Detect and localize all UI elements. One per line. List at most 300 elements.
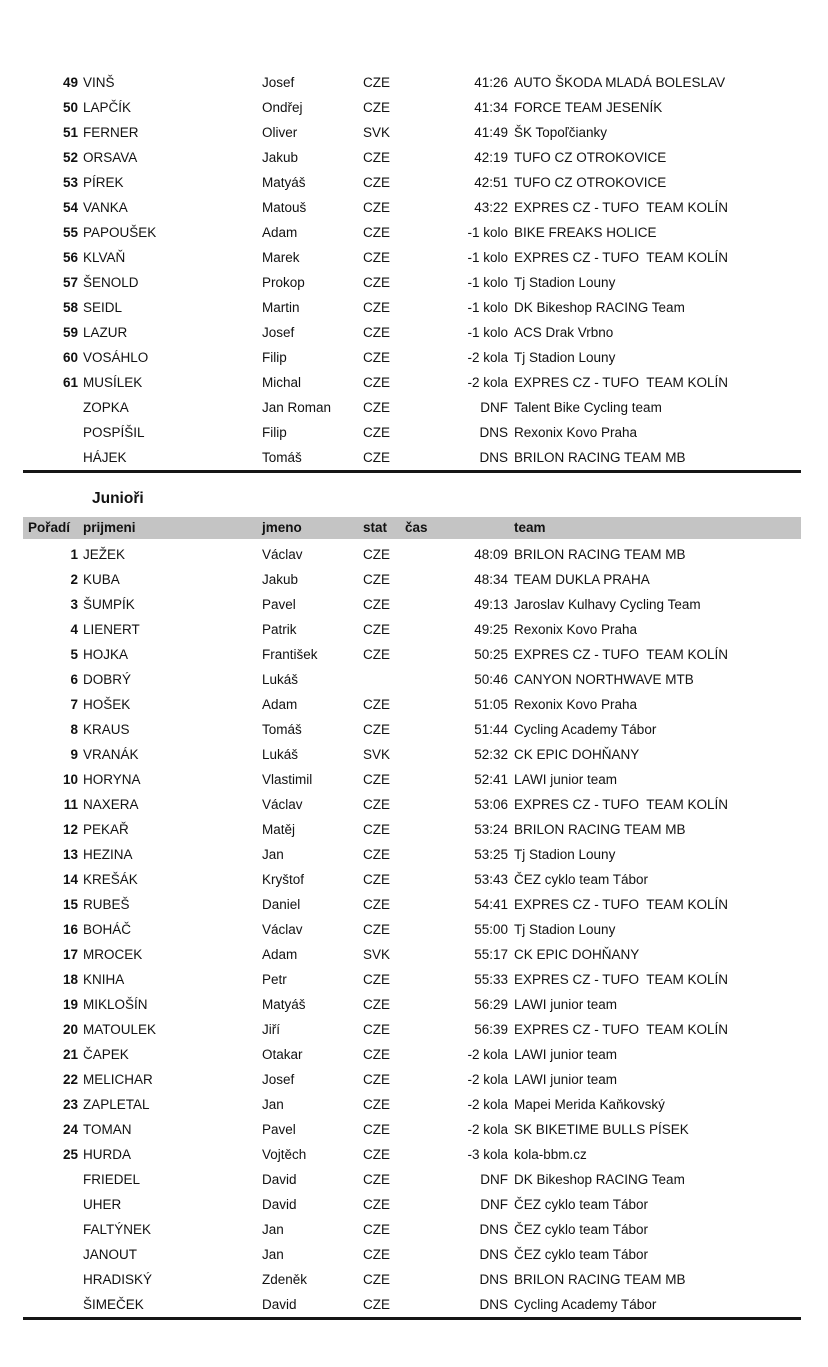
results-table-juniors — [23, 542, 801, 1320]
rank-cell: 13 — [62, 847, 78, 862]
rank-cell: 24 — [62, 1122, 78, 1137]
country-cell: CZE — [363, 100, 390, 115]
country-cell: CZE — [363, 1222, 390, 1237]
rank-cell: 59 — [62, 325, 78, 340]
team-cell: EXPRES CZ - TUFO TEAM KOLÍN — [514, 250, 729, 265]
table-row — [23, 70, 801, 95]
rank-cell — [23, 445, 78, 470]
surname-cell: HORYNA — [83, 772, 141, 787]
table-row — [23, 792, 801, 817]
firstname-cell: Jakub — [262, 150, 299, 165]
table-row — [23, 120, 801, 145]
surname-cell: FERNER — [83, 125, 139, 140]
team-cell: BRILON RACING TEAM MB — [514, 1272, 686, 1287]
table-row — [23, 1292, 801, 1317]
firstname-cell: Lukáš — [262, 747, 299, 762]
team-cell: TUFO CZ OTROKOVICE — [514, 150, 667, 165]
team-cell: ČEZ cyklo team Tábor — [514, 1222, 649, 1237]
juniors-table-header — [23, 517, 801, 539]
table-row — [23, 295, 801, 320]
rank-cell: 53 — [62, 175, 78, 190]
team-cell: Tj Stadion Louny — [514, 847, 616, 862]
table-row — [23, 395, 801, 420]
table-row — [23, 542, 801, 567]
section-title-juniors: Junioři — [92, 490, 144, 507]
team-cell: Rexonix Kovo Praha — [514, 622, 638, 637]
column-header-poradi: Pořadí — [28, 520, 71, 535]
country-cell: SVK — [363, 125, 391, 140]
country-cell: CZE — [363, 1122, 390, 1137]
surname-cell: JEŽEK — [83, 547, 126, 562]
time-cell: DNS — [479, 1222, 508, 1237]
time-cell: 52:32 — [474, 747, 508, 762]
team-cell: Tj Stadion Louny — [514, 350, 616, 365]
surname-cell: SEIDL — [83, 300, 123, 315]
team-cell: BRILON RACING TEAM MB — [514, 822, 686, 837]
time-cell: -1 kolo — [467, 275, 508, 290]
firstname-cell: Vojtěch — [262, 1147, 307, 1162]
table-row — [23, 95, 801, 120]
time-cell: 41:26 — [474, 75, 508, 90]
surname-cell: HEZINA — [83, 847, 133, 862]
team-cell: BRILON RACING TEAM MB — [514, 547, 686, 562]
firstname-cell: Václav — [262, 547, 303, 562]
firstname-cell: Josef — [262, 75, 295, 90]
country-cell: CZE — [363, 647, 390, 662]
rank-cell: 51 — [62, 125, 78, 140]
country-cell: CZE — [363, 325, 390, 340]
rank-cell: 5 — [70, 647, 78, 662]
table-row — [23, 370, 801, 395]
firstname-cell: Prokop — [262, 275, 305, 290]
team-cell: ŠK Topoľčianky — [514, 125, 607, 140]
team-cell: CK EPIC DOHŇANY — [514, 747, 640, 762]
time-cell: -2 kola — [467, 1072, 508, 1087]
surname-cell: MATOULEK — [83, 1022, 157, 1037]
table-row — [23, 917, 801, 942]
table-row — [23, 992, 801, 1017]
surname-cell: VOSÁHLO — [83, 350, 149, 365]
country-cell: CZE — [363, 722, 390, 737]
country-cell: CZE — [363, 847, 390, 862]
country-cell: CZE — [363, 300, 390, 315]
country-cell: CZE — [363, 450, 390, 465]
time-cell: DNS — [479, 450, 508, 465]
table-row — [23, 145, 801, 170]
table-row — [23, 420, 801, 445]
table-row — [23, 942, 801, 967]
team-cell: LAWI junior team — [514, 1072, 618, 1087]
surname-cell: MUSÍLEK — [83, 375, 143, 390]
team-cell: EXPRES CZ - TUFO TEAM KOLÍN — [514, 200, 729, 215]
table-row — [23, 1192, 801, 1217]
time-cell: DNF — [480, 1197, 508, 1212]
country-cell: CZE — [363, 1147, 390, 1162]
time-cell: 41:34 — [474, 100, 508, 115]
surname-cell: UHER — [83, 1197, 122, 1212]
table-row — [23, 270, 801, 295]
rank-cell — [23, 1242, 78, 1267]
surname-cell: KLVAŇ — [83, 250, 126, 265]
time-cell: 48:34 — [474, 572, 508, 587]
rank-cell: 54 — [62, 200, 78, 215]
rank-cell: 15 — [62, 897, 78, 912]
table-row — [23, 170, 801, 195]
team-cell: EXPRES CZ - TUFO TEAM KOLÍN — [514, 647, 729, 662]
firstname-cell: Adam — [262, 697, 298, 712]
firstname-cell: Tomáš — [262, 450, 302, 465]
rank-cell — [23, 1192, 78, 1217]
firstname-cell: Pavel — [262, 597, 296, 612]
time-cell: 55:00 — [474, 922, 508, 937]
country-cell — [363, 667, 405, 692]
results-table-top — [23, 70, 801, 473]
surname-cell: JANOUT — [83, 1247, 137, 1262]
time-cell: DNF — [480, 400, 508, 415]
column-header-cas: čas — [405, 520, 428, 535]
country-cell: CZE — [363, 797, 390, 812]
time-cell: -1 kolo — [467, 325, 508, 340]
team-cell: Cycling Academy Tábor — [514, 722, 657, 737]
table-row — [23, 1217, 801, 1242]
time-cell: 49:13 — [474, 597, 508, 612]
table-row — [23, 1067, 801, 1092]
table-row — [23, 1042, 801, 1067]
surname-cell: TOMAN — [83, 1122, 132, 1137]
firstname-cell: Matyáš — [262, 175, 306, 190]
rank-cell: 16 — [62, 922, 78, 937]
team-cell: AUTO ŠKODA MLADÁ BOLESLAV — [514, 75, 726, 90]
firstname-cell: Vlastimil — [262, 772, 313, 787]
country-cell: CZE — [363, 972, 390, 987]
rank-cell: 11 — [63, 797, 78, 812]
surname-cell: VINŠ — [83, 75, 115, 90]
time-cell: 56:29 — [474, 997, 508, 1012]
team-cell: TUFO CZ OTROKOVICE — [514, 175, 667, 190]
rank-cell: 23 — [62, 1097, 78, 1112]
surname-cell: ŠENOLD — [83, 275, 139, 290]
rank-cell: 57 — [62, 275, 78, 290]
surname-cell: ŠUMPÍK — [83, 597, 135, 612]
team-cell: ACS Drak Vrbno — [514, 325, 614, 340]
surname-cell: VRANÁK — [83, 747, 139, 762]
firstname-cell: Josef — [262, 1072, 295, 1087]
time-cell: 55:17 — [474, 947, 508, 962]
rank-cell: 55 — [62, 225, 78, 240]
table-row — [23, 1167, 801, 1192]
table-row — [23, 1142, 801, 1167]
team-cell: Talent Bike Cycling team — [514, 400, 662, 415]
team-cell: EXPRES CZ - TUFO TEAM KOLÍN — [514, 797, 729, 812]
surname-cell: LIENERT — [83, 622, 140, 637]
table-row — [23, 1092, 801, 1117]
country-cell: CZE — [363, 872, 390, 887]
country-cell: CZE — [363, 547, 390, 562]
table-row — [23, 617, 801, 642]
time-cell: -3 kola — [467, 1147, 508, 1162]
surname-cell: RUBEŠ — [83, 897, 130, 912]
country-cell: CZE — [363, 1072, 390, 1087]
team-cell: TEAM DUKLA PRAHA — [514, 572, 650, 587]
time-cell: DNF — [480, 1172, 508, 1187]
team-cell: LAWI junior team — [514, 772, 618, 787]
column-header-team: team — [514, 520, 546, 535]
time-cell: 41:49 — [474, 125, 508, 140]
rank-cell: 50 — [62, 100, 78, 115]
rank-cell: 52 — [62, 150, 78, 165]
table-row — [23, 1117, 801, 1142]
firstname-cell: Marek — [262, 250, 300, 265]
country-cell: CZE — [363, 822, 390, 837]
firstname-cell: Kryštof — [262, 872, 305, 887]
table-row — [23, 967, 801, 992]
country-cell: CZE — [363, 150, 390, 165]
time-cell: 54:41 — [474, 897, 508, 912]
country-cell: CZE — [363, 572, 390, 587]
country-cell: CZE — [363, 997, 390, 1012]
time-cell: 55:33 — [474, 972, 508, 987]
team-cell: Cycling Academy Tábor — [514, 1297, 657, 1312]
table-row — [23, 767, 801, 792]
surname-cell: PEKAŘ — [83, 822, 129, 837]
country-cell: CZE — [363, 375, 390, 390]
country-cell: CZE — [363, 697, 390, 712]
firstname-cell: Václav — [262, 797, 303, 812]
rank-cell: 21 — [62, 1047, 78, 1062]
surname-cell: FRIEDEL — [83, 1172, 141, 1187]
firstname-cell: Jan — [262, 1247, 284, 1262]
team-cell: ČEZ cyklo team Tábor — [514, 1247, 649, 1262]
country-cell: CZE — [363, 1247, 390, 1262]
team-cell: Rexonix Kovo Praha — [514, 697, 638, 712]
surname-cell: ZAPLETAL — [83, 1097, 150, 1112]
team-cell: EXPRES CZ - TUFO TEAM KOLÍN — [514, 972, 729, 987]
country-cell: CZE — [363, 622, 390, 637]
firstname-cell: Jan — [262, 1097, 284, 1112]
rank-cell: 25 — [62, 1147, 78, 1162]
country-cell: CZE — [363, 1197, 390, 1212]
surname-cell: POSPÍŠIL — [83, 425, 145, 440]
firstname-cell: Václav — [262, 922, 303, 937]
surname-cell: KNIHA — [83, 972, 125, 987]
firstname-cell: David — [262, 1172, 297, 1187]
surname-cell: ZOPKA — [83, 400, 129, 415]
surname-cell: BOHÁČ — [83, 922, 132, 937]
firstname-cell: Daniel — [262, 897, 301, 912]
rank-cell: 14 — [62, 872, 78, 887]
surname-cell: KUBA — [83, 572, 120, 587]
table-row — [23, 1242, 801, 1267]
table-row — [23, 445, 801, 470]
time-cell: 51:05 — [474, 697, 508, 712]
surname-cell: VANKA — [83, 200, 128, 215]
firstname-cell: Jan — [262, 847, 284, 862]
table-row — [23, 1017, 801, 1042]
firstname-cell: David — [262, 1197, 297, 1212]
country-cell: CZE — [363, 175, 390, 190]
country-cell: CZE — [363, 200, 390, 215]
rank-cell — [23, 420, 78, 445]
firstname-cell: Oliver — [262, 125, 298, 140]
team-cell: DK Bikeshop RACING Team — [514, 1172, 685, 1187]
rank-cell: 56 — [62, 250, 78, 265]
column-header-prijmeni: prijmeni — [83, 520, 136, 535]
rank-cell: 18 — [62, 972, 78, 987]
team-cell: EXPRES CZ - TUFO TEAM KOLÍN — [514, 897, 729, 912]
firstname-cell: Matěj — [262, 822, 296, 837]
time-cell: -1 kolo — [467, 225, 508, 240]
country-cell: CZE — [363, 1272, 390, 1287]
surname-cell: PAPOUŠEK — [83, 225, 157, 240]
rank-cell: 10 — [62, 772, 78, 787]
table-row — [23, 717, 801, 742]
firstname-cell: Zdeněk — [262, 1272, 308, 1287]
surname-cell: LAZUR — [83, 325, 128, 340]
rank-cell: 3 — [70, 597, 78, 612]
team-cell: ČEZ cyklo team Tábor — [514, 872, 649, 887]
firstname-cell: Adam — [262, 947, 298, 962]
country-cell: CZE — [363, 1097, 390, 1112]
firstname-cell: Filip — [262, 350, 287, 365]
firstname-cell: Jakub — [262, 572, 299, 587]
country-cell: SVK — [363, 747, 391, 762]
surname-cell: MROCEK — [83, 947, 143, 962]
time-cell: 43:22 — [474, 200, 508, 215]
time-cell: 52:41 — [474, 772, 508, 787]
team-cell: Tj Stadion Louny — [514, 275, 616, 290]
country-cell: CZE — [363, 597, 390, 612]
time-cell: -1 kolo — [467, 300, 508, 315]
team-cell: SK BIKETIME BULLS PÍSEK — [514, 1122, 689, 1137]
column-header-stat: stat — [363, 520, 388, 535]
surname-cell: ČAPEK — [83, 1047, 129, 1062]
time-cell: 50:25 — [474, 647, 508, 662]
table-row — [23, 592, 801, 617]
firstname-cell: Otakar — [262, 1047, 303, 1062]
surname-cell: MIKLOŠÍN — [83, 997, 148, 1012]
surname-cell: HOŠEK — [83, 697, 131, 712]
surname-cell: HRADISKÝ — [83, 1272, 153, 1287]
team-cell: EXPRES CZ - TUFO TEAM KOLÍN — [514, 375, 729, 390]
firstname-cell: Jan Roman — [262, 400, 332, 415]
surname-cell: DOBRÝ — [83, 672, 132, 687]
team-cell: kola-bbm.cz — [514, 1147, 587, 1162]
time-cell: -2 kola — [467, 350, 508, 365]
firstname-cell: Jan — [262, 1222, 284, 1237]
rank-cell: 12 — [62, 822, 78, 837]
team-cell: CANYON NORTHWAVE MTB — [514, 672, 694, 687]
table-row — [23, 692, 801, 717]
time-cell: -2 kola — [467, 1047, 508, 1062]
country-cell: CZE — [363, 1297, 390, 1312]
rank-cell: 60 — [62, 350, 78, 365]
team-cell: Tj Stadion Louny — [514, 922, 616, 937]
time-cell: 49:25 — [474, 622, 508, 637]
table-row — [23, 842, 801, 867]
team-cell: BIKE FREAKS HOLICE — [514, 225, 657, 240]
rank-cell — [23, 1267, 78, 1292]
country-cell: CZE — [363, 922, 390, 937]
firstname-cell: Jiří — [262, 1022, 280, 1037]
surname-cell: LAPČÍK — [83, 100, 132, 115]
country-cell: CZE — [363, 1022, 390, 1037]
surname-cell: NAXERA — [83, 797, 139, 812]
surname-cell: HURDA — [83, 1147, 132, 1162]
firstname-cell: Patrik — [262, 622, 297, 637]
country-cell: CZE — [363, 225, 390, 240]
team-cell: EXPRES CZ - TUFO TEAM KOLÍN — [514, 1022, 729, 1037]
country-cell: CZE — [363, 275, 390, 290]
firstname-cell: Tomáš — [262, 722, 302, 737]
rank-cell: 7 — [70, 697, 78, 712]
team-cell: LAWI junior team — [514, 1047, 618, 1062]
table-row — [23, 817, 801, 842]
table-row — [23, 892, 801, 917]
firstname-cell: Lukáš — [262, 672, 299, 687]
table-row — [23, 345, 801, 370]
time-cell: -2 kola — [467, 1097, 508, 1112]
firstname-cell: Pavel — [262, 1122, 296, 1137]
rank-cell: 22 — [62, 1072, 78, 1087]
surname-cell: HÁJEK — [83, 450, 127, 465]
team-cell: ČEZ cyklo team Tábor — [514, 1197, 649, 1212]
rank-cell — [23, 1167, 78, 1192]
surname-cell: PÍREK — [83, 175, 124, 190]
time-cell: 51:44 — [474, 722, 508, 737]
surname-cell: ŠIMEČEK — [83, 1297, 144, 1312]
rank-cell: 19 — [62, 997, 78, 1012]
surname-cell: KREŠÁK — [83, 872, 138, 887]
rank-cell: 2 — [70, 572, 78, 587]
time-cell: 56:39 — [474, 1022, 508, 1037]
team-cell: Jaroslav Kulhavy Cycling Team — [514, 597, 701, 612]
time-cell: 53:43 — [474, 872, 508, 887]
surname-cell: MELICHAR — [83, 1072, 153, 1087]
time-cell: DNS — [479, 1247, 508, 1262]
table-row — [23, 195, 801, 220]
firstname-cell: Josef — [262, 325, 295, 340]
rank-cell: 20 — [62, 1022, 78, 1037]
table-row — [23, 1267, 801, 1292]
table-row — [23, 867, 801, 892]
time-cell: 53:24 — [474, 822, 508, 837]
time-cell: 42:51 — [474, 175, 508, 190]
table-row — [23, 567, 801, 592]
time-cell: 42:19 — [474, 150, 508, 165]
firstname-cell: Ondřej — [262, 100, 303, 115]
table-row — [23, 742, 801, 767]
surname-cell: ORSAVA — [83, 150, 138, 165]
country-cell: CZE — [363, 425, 390, 440]
surname-cell: KRAUS — [83, 722, 130, 737]
column-header-jmeno: jmeno — [262, 520, 302, 535]
rank-cell: 9 — [70, 747, 78, 762]
rank-cell — [23, 1217, 78, 1242]
time-cell: DNS — [479, 1297, 508, 1312]
firstname-cell: František — [262, 647, 318, 662]
firstname-cell: Matouš — [262, 200, 307, 215]
firstname-cell: David — [262, 1297, 297, 1312]
surname-cell: FALTÝNEK — [83, 1222, 152, 1237]
time-cell: DNS — [479, 1272, 508, 1287]
country-cell: CZE — [363, 1047, 390, 1062]
surname-cell: HOJKA — [83, 647, 129, 662]
firstname-cell: Adam — [262, 225, 298, 240]
rank-cell: 8 — [70, 722, 78, 737]
team-cell: Mapei Merida Kaňkovský — [514, 1097, 665, 1112]
country-cell: CZE — [363, 250, 390, 265]
time-cell: -1 kolo — [467, 250, 508, 265]
